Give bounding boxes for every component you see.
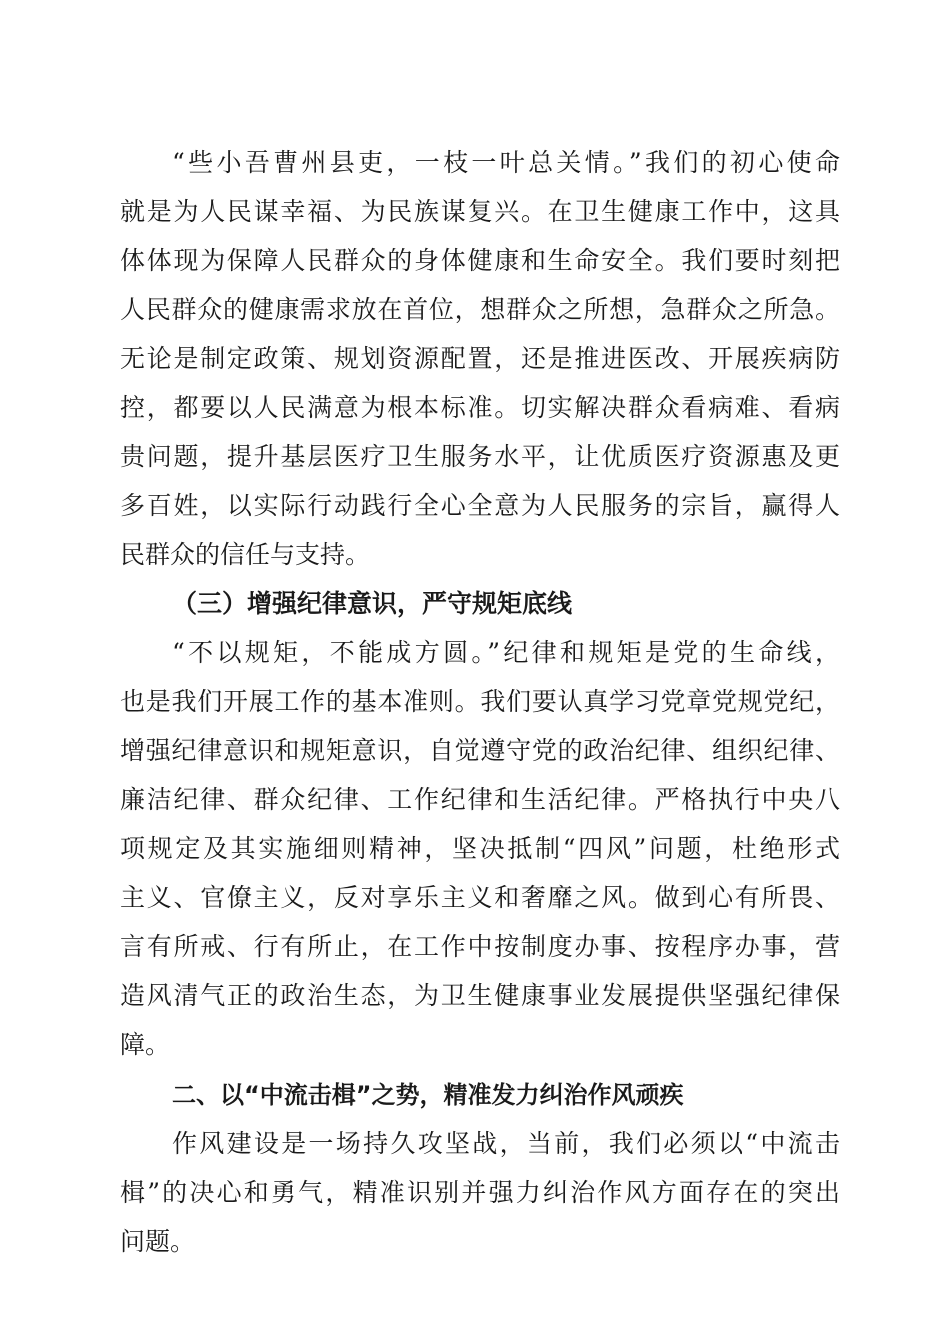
paragraph-1-line-5: 无论是制定政策、规划资源配置，还是推进医改、开展疾病防 xyxy=(120,344,840,373)
paragraph-2-line-6: 主义、官僚主义，反对享乐主义和奢靡之风。做到心有所畏、 xyxy=(120,883,840,912)
paragraph-2-line-4: 廉洁纪律、群众纪律、工作纪律和生活纪律。严格执行中央八 xyxy=(120,785,840,814)
paragraph-1-line-8: 多百姓，以实际行动践行全心全意为人民服务的宗旨，赢得人 xyxy=(120,491,840,520)
subheading-three: （三）增强纪律意识，严守规矩底线 xyxy=(172,589,573,618)
paragraph-3-line-2: 楫”的决心和勇气，精准识别并强力纠治作风方面存在的突出 xyxy=(120,1178,840,1207)
paragraph-2-line-5: 项规定及其实施细则精神，坚决抵制“四风”问题，杜绝形式 xyxy=(120,834,840,863)
paragraph-1-line-2: 就是为人民谋幸福、为民族谋复兴。在卫生健康工作中，这具 xyxy=(120,197,840,226)
paragraph-3-line-3: 问题。 xyxy=(120,1227,196,1256)
paragraph-1-line-7: 贵问题，提升基层医疗卫生服务水平，让优质医疗资源惠及更 xyxy=(120,442,840,471)
paragraph-2-line-2: 也是我们开展工作的基本准则。我们要认真学习党章党规党纪， xyxy=(120,687,840,716)
paragraph-1-line-4: 人民群众的健康需求放在首位，想群众之所想，急群众之所急。 xyxy=(120,295,840,324)
paragraph-1-line-1: “些小吾曹州县吏，一枝一叶总关情。”我们的初心使命 xyxy=(172,148,840,177)
paragraph-2-line-8: 造风清气正的政治生态，为卫生健康事业发展提供坚强纪律保 xyxy=(120,981,840,1010)
paragraph-1-line-6: 控，都要以人民满意为根本标准。切实解决群众看病难、看病 xyxy=(120,393,840,422)
paragraph-1-line-3: 体体现为保障人民群众的身体健康和生命安全。我们要时刻把 xyxy=(120,246,840,275)
paragraph-3-line-1: 作风建设是一场持久攻坚战，当前，我们必须以“中流击 xyxy=(172,1129,840,1158)
section-heading-two: 二、以“中流击楫”之势，精准发力纠治作风顽疾 xyxy=(172,1081,684,1109)
paragraph-2-line-7: 言有所戒、行有所止，在工作中按制度办事、按程序办事，营 xyxy=(120,932,840,961)
paragraph-2-line-3: 增强纪律意识和规矩意识，自觉遵守党的政治纪律、组织纪律、 xyxy=(120,736,840,765)
paragraph-2-line-9: 障。 xyxy=(120,1030,171,1059)
paragraph-1-line-9: 民群众的信任与支持。 xyxy=(120,540,371,569)
paragraph-2-line-1: “不以规矩，不能成方圆。”纪律和规矩是党的生命线， xyxy=(172,638,840,667)
